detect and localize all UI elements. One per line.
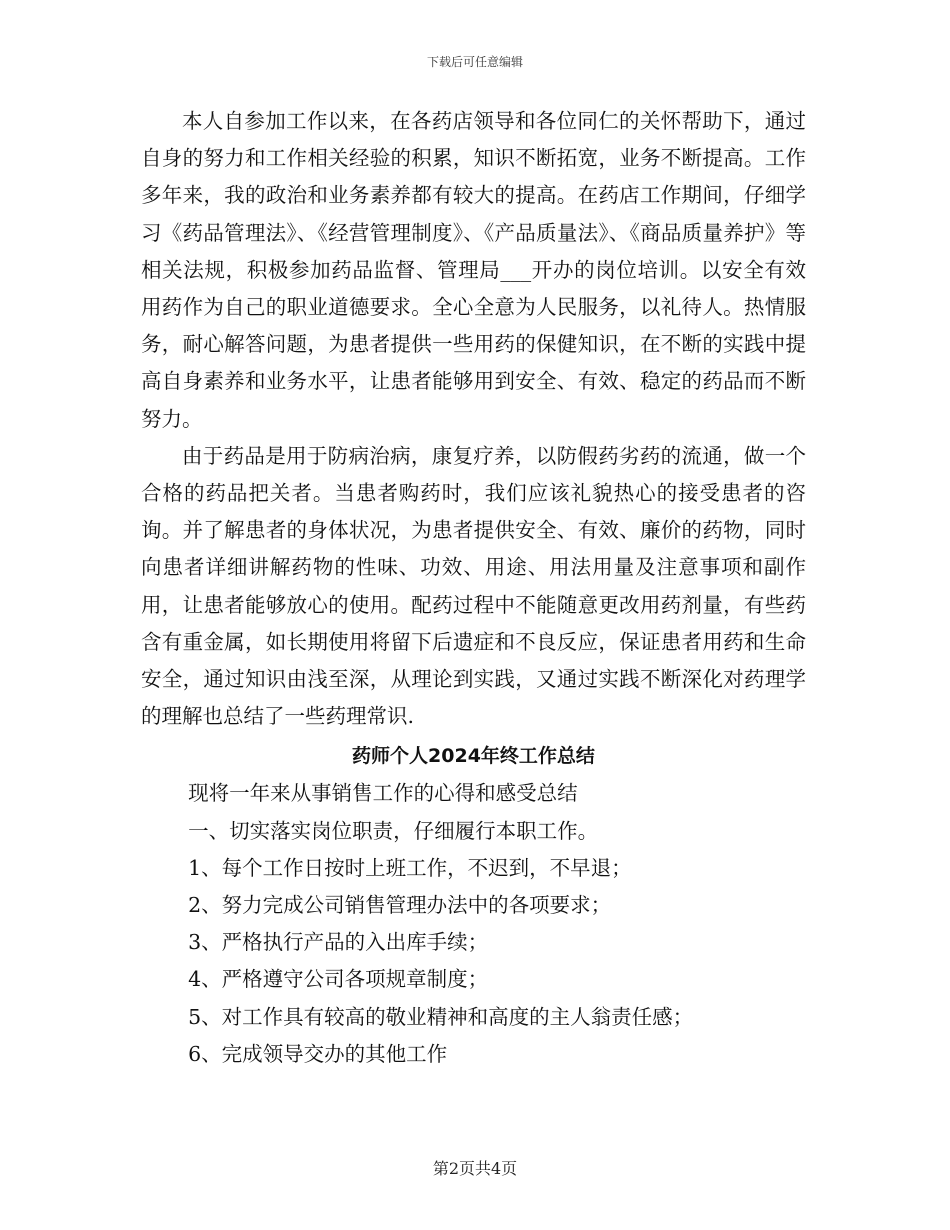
list-item: 2、努力完成公司销售管理办法中的各项要求； bbox=[188, 893, 612, 918]
page-number-footer: 第2页共4页 bbox=[432, 1159, 518, 1178]
body-paragraph: 本人自参加工作以来，在各药店领导和各位同仁的关怀帮助下，通过自身的努力和工作相关经验的积累，知识不断拓宽，业务不断提高。工作多年来，我的政治和业务素养都有较大的提高。在药店工作期间，仔细学习《药品管理法》、《经营管理制度》、《产品质量法》、《商品质量养护》等相关法规，积极参加药品监督、管理局___开办的岗位培训。以安全有效用药作为自己的职业道德要求。全心全意为人民服务，以礼待人。热情服务，耐心解答问题，为患者提供一些用药的保健知识，在不断的实践中提高自身素养和业务水平，让患者能够用到安全、有效、稳定的药品而不断努力。 bbox=[141, 109, 806, 431]
page-header-note: 下载后可任意编辑 bbox=[426, 55, 523, 69]
list-item: 3、严格执行产品的入出库手续； bbox=[188, 930, 489, 955]
section-title: 药师个人2024年终工作总结 bbox=[352, 745, 595, 768]
summary-intro-line: 现将一年来从事销售工作的心得和感受总结 bbox=[188, 781, 578, 806]
document-body bbox=[141, 103, 806, 1073]
body-paragraph: 由于药品是用于防病治病，康复疗养，以防假药劣药的流通，做一个合格的药品把关者。当患者购药时，我们应该礼貌热心的接受患者的咨询。并了解患者的身体状况，为患者提供安全、有效、廉价的药物，同时向患者详细讲解药物的性味、功效、用途、用法用量及注意事项和副作用，让患者能够放心的使用。配药过程中不能随意更改用药剂量，有些药含有重金属，如长期使用将留下后遗症和不良反应，保证患者用药和生命安全，通过知识由浅至深，从理论到实践，又通过实践不断深化对药理学的理解也总结了一些药理常识. bbox=[141, 443, 806, 729]
list-item: 5、对工作具有较高的敬业精神和高度的主人翁责任感； bbox=[188, 1004, 694, 1029]
list-item: 1、每个工作日按时上班工作，不迟到，不早退； bbox=[188, 855, 632, 880]
list-item: 4、严格遵守公司各项规章制度； bbox=[188, 967, 489, 992]
summary-heading-line: 一、切实落实岗位职责，仔细履行本职工作。 bbox=[188, 818, 599, 843]
list-item: 6、完成领导交办的其他工作 bbox=[188, 1041, 448, 1066]
